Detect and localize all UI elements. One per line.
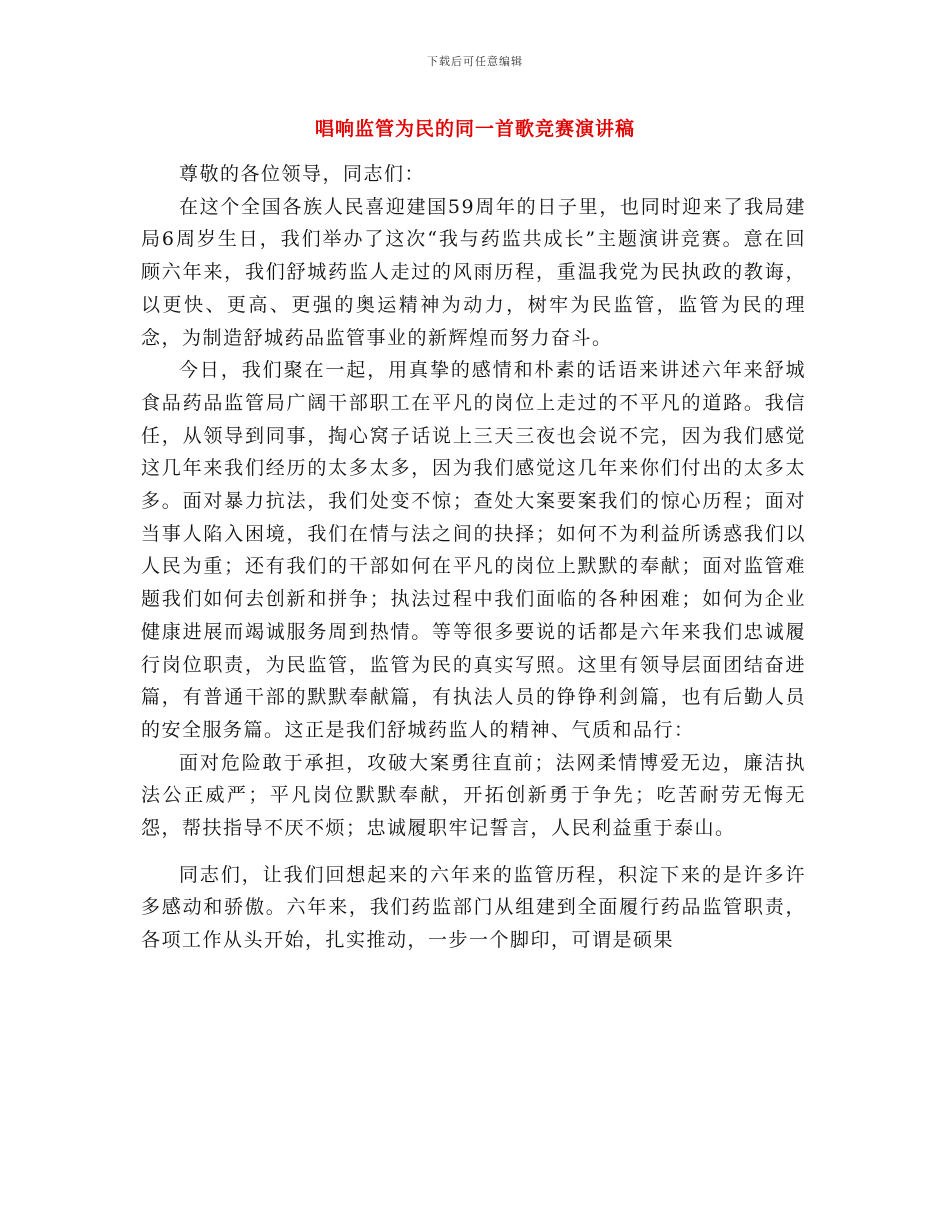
paragraph-2: 今日，我们聚在一起，用真挚的感情和朴素的话语来讲述六年来舒城食品药品监管局广阔干部职工在平凡的岗位上走过的不平凡的道路。我信任，从领导到同事，掏心窝子话说上三天三夜也会说不完，因为我们感觉这几年来我们经历的太多太多，因为我们感觉这几年来你们付出的太多太多。面对暴力抗法，我们处变不惊；查处大案要案我们的惊心历程；面对当事人陷入困境，我们在情与法之间的抉择；如何不为利益所诱惑我们以人民为重；还有我们的干部如何在平凡的岗位上默默的奉献；面对监管难题我们如何去创新和拼争；执法过程中我们面临的各种困难；如何为企业健康进展而竭诚服务周到热情。等等很多要说的话都是六年来我们忠诚履行岗位职责，为民监管，监管为民的真实写照。这里有领导层面团结奋进篇，有普通干部的默默奉献篇，有执法人员的铮铮利剑篇，也有后勤人员的安全服务篇。这正是我们舒城药监人的精神、气质和品行： xyxy=(141,359,806,741)
document-title: 唱响监管为民的同一首歌竞赛演讲稿 xyxy=(314,118,635,140)
document-body xyxy=(141,158,806,957)
paragraph-3: 面对危险敢于承担，攻破大案勇往直前；法网柔情博爱无边，廉洁执法公正威严；平凡岗位默默奉献，开拓创新勇于争先；吃苦耐劳无悔无怨，帮扶指导不厌不烦；忠诚履职牢记誓言，人民利益重于泰山。 xyxy=(141,751,806,840)
salutation: 尊敬的各位领导，同志们： xyxy=(179,163,426,185)
paragraph-4: 同志们，让我们回想起来的六年来的监管历程，积淀下来的是许多许多感动和骄傲。六年来，我们药监部门从组建到全面履行药品监管职责，各项工作从头开始，扎实推动，一步一个脚印，可谓是硕果 xyxy=(141,863,806,952)
paragraph-1: 在这个全国各族人民喜迎建国59周年的日子里，也同时迎来了我局建局6周岁生日，我们举办了这次“我与药监共成长”主题演讲竞赛。意在回顾六年来，我们舒城药监人走过的风雨历程，重温我党为民执政的教诲，以更快、更高、更强的奥运精神为动力，树牢为民监管，监管为民的理念，为制造舒城药品监管事业的新辉煌而努力奋斗。 xyxy=(141,195,806,349)
header-note: 下载后可任意编辑 xyxy=(427,55,523,68)
